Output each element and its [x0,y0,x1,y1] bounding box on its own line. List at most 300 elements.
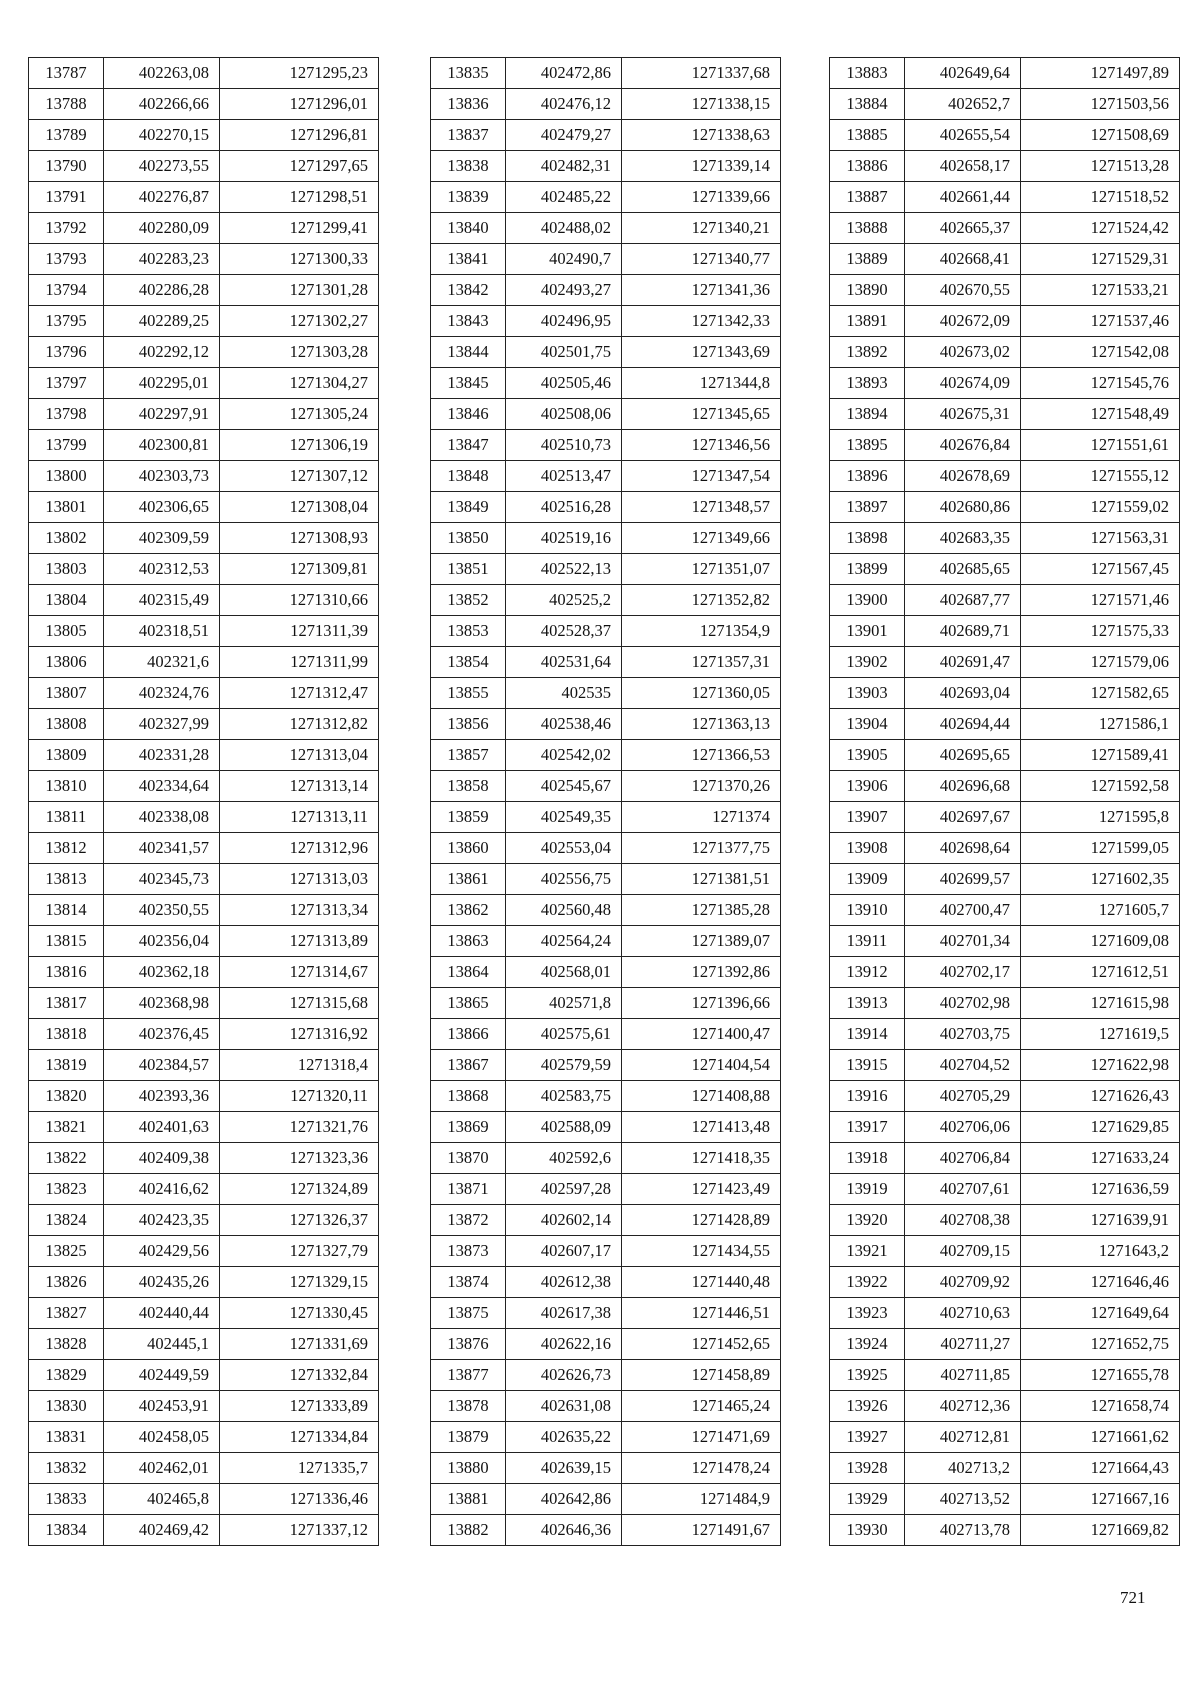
x-coordinate-cell: 402713,52 [905,1484,1021,1515]
y-coordinate-cell: 1271341,36 [622,275,781,306]
table-row [29,1143,379,1174]
x-coordinate-cell: 402482,31 [506,151,622,182]
point-number-cell: 13856 [431,709,506,740]
y-coordinate-cell: 1271559,02 [1021,492,1180,523]
table-row [830,120,1180,151]
x-coordinate-cell: 402635,22 [506,1422,622,1453]
table-row [29,492,379,523]
x-coordinate-cell: 402283,23 [104,244,220,275]
y-coordinate-cell: 1271338,15 [622,89,781,120]
table-row [431,1391,781,1422]
table-row [29,647,379,678]
x-coordinate-cell: 402579,59 [506,1050,622,1081]
y-coordinate-cell: 1271296,01 [220,89,379,120]
point-number-cell: 13923 [830,1298,905,1329]
table-row [830,213,1180,244]
y-coordinate-cell: 1271452,65 [622,1329,781,1360]
table-row [29,1205,379,1236]
y-coordinate-cell: 1271333,89 [220,1391,379,1422]
point-number-cell: 13878 [431,1391,506,1422]
x-coordinate-cell: 402564,24 [506,926,622,957]
x-coordinate-cell: 402709,92 [905,1267,1021,1298]
y-coordinate-cell: 1271298,51 [220,182,379,213]
point-number-cell: 13804 [29,585,104,616]
table-row [29,988,379,1019]
table-row [830,399,1180,430]
table-row [431,275,781,306]
point-number-cell: 13823 [29,1174,104,1205]
point-number-cell: 13911 [830,926,905,957]
y-coordinate-cell: 1271599,05 [1021,833,1180,864]
point-number-cell: 13792 [29,213,104,244]
point-number-cell: 13905 [830,740,905,771]
point-number-cell: 13820 [29,1081,104,1112]
point-number-cell: 13899 [830,554,905,585]
table-row [29,1484,379,1515]
y-coordinate-cell: 1271619,5 [1021,1019,1180,1050]
point-number-cell: 13908 [830,833,905,864]
point-number-cell: 13907 [830,802,905,833]
point-number-cell: 13800 [29,461,104,492]
table-row [830,740,1180,771]
y-coordinate-cell: 1271615,98 [1021,988,1180,1019]
point-number-cell: 13886 [830,151,905,182]
y-coordinate-cell: 1271602,35 [1021,864,1180,895]
table-row [431,89,781,120]
x-coordinate-cell: 402270,15 [104,120,220,151]
x-coordinate-cell: 402280,09 [104,213,220,244]
table-row [431,337,781,368]
y-coordinate-cell: 1271297,65 [220,151,379,182]
table-row [830,833,1180,864]
table-row [29,523,379,554]
table-row [431,1453,781,1484]
y-coordinate-cell: 1271374 [622,802,781,833]
x-coordinate-cell: 402665,37 [905,213,1021,244]
x-coordinate-cell: 402607,17 [506,1236,622,1267]
x-coordinate-cell: 402384,57 [104,1050,220,1081]
point-number-cell: 13833 [29,1484,104,1515]
y-coordinate-cell: 1271545,76 [1021,368,1180,399]
x-coordinate-cell: 402560,48 [506,895,622,926]
table-row [431,1143,781,1174]
y-coordinate-cell: 1271518,52 [1021,182,1180,213]
y-coordinate-cell: 1271300,33 [220,244,379,275]
x-coordinate-cell: 402571,8 [506,988,622,1019]
y-coordinate-cell: 1271326,37 [220,1205,379,1236]
x-coordinate-cell: 402318,51 [104,616,220,647]
point-number-cell: 13867 [431,1050,506,1081]
table-row [830,895,1180,926]
table-row [431,461,781,492]
table-row [29,1422,379,1453]
point-number-cell: 13895 [830,430,905,461]
table-row [830,1484,1180,1515]
table-row [431,864,781,895]
y-coordinate-cell: 1271563,31 [1021,523,1180,554]
x-coordinate-cell: 402568,01 [506,957,622,988]
y-coordinate-cell: 1271567,45 [1021,554,1180,585]
y-coordinate-cell: 1271629,85 [1021,1112,1180,1143]
point-number-cell: 13852 [431,585,506,616]
x-coordinate-cell: 402295,01 [104,368,220,399]
y-coordinate-cell: 1271334,84 [220,1422,379,1453]
point-number-cell: 13788 [29,89,104,120]
table-row [431,492,781,523]
table-row [830,647,1180,678]
y-coordinate-cell: 1271304,27 [220,368,379,399]
x-coordinate-cell: 402658,17 [905,151,1021,182]
table-row [431,709,781,740]
x-coordinate-cell: 402469,42 [104,1515,220,1546]
table-row [830,151,1180,182]
point-number-cell: 13892 [830,337,905,368]
y-coordinate-cell: 1271323,36 [220,1143,379,1174]
table-row [830,1360,1180,1391]
table-row [830,1112,1180,1143]
point-number-cell: 13812 [29,833,104,864]
x-coordinate-cell: 402702,17 [905,957,1021,988]
point-number-cell: 13862 [431,895,506,926]
point-number-cell: 13822 [29,1143,104,1174]
point-number-cell: 13797 [29,368,104,399]
y-coordinate-cell: 1271320,11 [220,1081,379,1112]
point-number-cell: 13902 [830,647,905,678]
y-coordinate-cell: 1271458,89 [622,1360,781,1391]
point-number-cell: 13859 [431,802,506,833]
x-coordinate-cell: 402538,46 [506,709,622,740]
table-row [830,1205,1180,1236]
x-coordinate-cell: 402479,27 [506,120,622,151]
x-coordinate-cell: 402525,2 [506,585,622,616]
point-number-cell: 13887 [830,182,905,213]
x-coordinate-cell: 402597,28 [506,1174,622,1205]
y-coordinate-cell: 1271311,99 [220,647,379,678]
point-number-cell: 13918 [830,1143,905,1174]
point-number-cell: 13879 [431,1422,506,1453]
y-coordinate-cell: 1271400,47 [622,1019,781,1050]
table-row [830,1143,1180,1174]
y-coordinate-cell: 1271330,45 [220,1298,379,1329]
x-coordinate-cell: 402668,41 [905,244,1021,275]
table-row [431,895,781,926]
y-coordinate-cell: 1271318,4 [220,1050,379,1081]
table-row [29,554,379,585]
table-row [431,957,781,988]
point-number-cell: 13914 [830,1019,905,1050]
y-coordinate-cell: 1271446,51 [622,1298,781,1329]
table-row [431,430,781,461]
point-number-cell: 13920 [830,1205,905,1236]
x-coordinate-cell: 402697,67 [905,802,1021,833]
point-number-cell: 13868 [431,1081,506,1112]
y-coordinate-cell: 1271351,07 [622,554,781,585]
x-coordinate-cell: 402462,01 [104,1453,220,1484]
y-coordinate-cell: 1271296,81 [220,120,379,151]
point-number-cell: 13830 [29,1391,104,1422]
y-coordinate-cell: 1271344,8 [622,368,781,399]
point-number-cell: 13870 [431,1143,506,1174]
x-coordinate-cell: 402556,75 [506,864,622,895]
x-coordinate-cell: 402710,63 [905,1298,1021,1329]
y-coordinate-cell: 1271302,27 [220,306,379,337]
point-number-cell: 13789 [29,120,104,151]
y-coordinate-cell: 1271508,69 [1021,120,1180,151]
x-coordinate-cell: 402519,16 [506,523,622,554]
table-row [29,1081,379,1112]
point-number-cell: 13845 [431,368,506,399]
point-number-cell: 13848 [431,461,506,492]
y-coordinate-cell: 1271343,69 [622,337,781,368]
y-coordinate-cell: 1271434,55 [622,1236,781,1267]
point-number-cell: 13927 [830,1422,905,1453]
x-coordinate-cell: 402706,06 [905,1112,1021,1143]
point-number-cell: 13815 [29,926,104,957]
point-number-cell: 13838 [431,151,506,182]
point-number-cell: 13917 [830,1112,905,1143]
y-coordinate-cell: 1271346,56 [622,430,781,461]
x-coordinate-cell: 402292,12 [104,337,220,368]
point-number-cell: 13881 [431,1484,506,1515]
point-number-cell: 13827 [29,1298,104,1329]
table-row [29,368,379,399]
point-number-cell: 13857 [431,740,506,771]
y-coordinate-cell: 1271340,21 [622,213,781,244]
y-coordinate-cell: 1271513,28 [1021,151,1180,182]
table-row [29,957,379,988]
x-coordinate-cell: 402321,6 [104,647,220,678]
x-coordinate-cell: 402553,04 [506,833,622,864]
x-coordinate-cell: 402485,22 [506,182,622,213]
table-row [830,1453,1180,1484]
point-number-cell: 13802 [29,523,104,554]
table-row [29,244,379,275]
table-row [431,1484,781,1515]
point-number-cell: 13880 [431,1453,506,1484]
x-coordinate-cell: 402575,61 [506,1019,622,1050]
x-coordinate-cell: 402646,36 [506,1515,622,1546]
y-coordinate-cell: 1271313,03 [220,864,379,895]
point-number-cell: 13909 [830,864,905,895]
y-coordinate-cell: 1271658,74 [1021,1391,1180,1422]
y-coordinate-cell: 1271321,76 [220,1112,379,1143]
y-coordinate-cell: 1271342,33 [622,306,781,337]
table-row [431,926,781,957]
table-row [830,492,1180,523]
x-coordinate-cell: 402528,37 [506,616,622,647]
point-number-cell: 13816 [29,957,104,988]
table-row [830,275,1180,306]
x-coordinate-cell: 402368,98 [104,988,220,1019]
table-row [29,89,379,120]
table-row [29,616,379,647]
y-coordinate-cell: 1271636,59 [1021,1174,1180,1205]
point-number-cell: 13896 [830,461,905,492]
table-row [29,709,379,740]
y-coordinate-cell: 1271626,43 [1021,1081,1180,1112]
point-number-cell: 13906 [830,771,905,802]
point-number-cell: 13912 [830,957,905,988]
table-row [431,740,781,771]
table-row [29,461,379,492]
y-coordinate-cell: 1271336,46 [220,1484,379,1515]
x-coordinate-cell: 402545,67 [506,771,622,802]
table-row [431,771,781,802]
point-number-cell: 13915 [830,1050,905,1081]
table-row [830,988,1180,1019]
x-coordinate-cell: 402689,71 [905,616,1021,647]
x-coordinate-cell: 402691,47 [905,647,1021,678]
table-row [830,1422,1180,1453]
table-row [431,1019,781,1050]
y-coordinate-cell: 1271491,67 [622,1515,781,1546]
x-coordinate-cell: 402588,09 [506,1112,622,1143]
x-coordinate-cell: 402702,98 [905,988,1021,1019]
point-number-cell: 13835 [431,58,506,89]
x-coordinate-cell: 402488,02 [506,213,622,244]
table-row [830,616,1180,647]
y-coordinate-cell: 1271303,28 [220,337,379,368]
y-coordinate-cell: 1271313,11 [220,802,379,833]
x-coordinate-cell: 402673,02 [905,337,1021,368]
table-row [29,802,379,833]
point-number-cell: 13799 [29,430,104,461]
x-coordinate-cell: 402309,59 [104,523,220,554]
x-coordinate-cell: 402334,64 [104,771,220,802]
point-number-cell: 13846 [431,399,506,430]
y-coordinate-cell: 1271555,12 [1021,461,1180,492]
table-row [29,926,379,957]
y-coordinate-cell: 1271315,68 [220,988,379,1019]
point-number-cell: 13834 [29,1515,104,1546]
table-row [29,678,379,709]
x-coordinate-cell: 402490,7 [506,244,622,275]
table-row [431,244,781,275]
y-coordinate-cell: 1271392,86 [622,957,781,988]
y-coordinate-cell: 1271639,91 [1021,1205,1180,1236]
y-coordinate-cell: 1271571,46 [1021,585,1180,616]
point-number-cell: 13913 [830,988,905,1019]
table-row [29,1391,379,1422]
point-number-cell: 13929 [830,1484,905,1515]
point-number-cell: 13901 [830,616,905,647]
point-number-cell: 13853 [431,616,506,647]
y-coordinate-cell: 1271413,48 [622,1112,781,1143]
point-number-cell: 13858 [431,771,506,802]
x-coordinate-cell: 402612,38 [506,1267,622,1298]
x-coordinate-cell: 402698,64 [905,833,1021,864]
point-number-cell: 13844 [431,337,506,368]
table-row [431,1112,781,1143]
y-coordinate-cell: 1271484,9 [622,1484,781,1515]
y-coordinate-cell: 1271551,61 [1021,430,1180,461]
x-coordinate-cell: 402493,27 [506,275,622,306]
table-row [431,647,781,678]
x-coordinate-cell: 402341,57 [104,833,220,864]
y-coordinate-cell: 1271332,84 [220,1360,379,1391]
table-row [830,306,1180,337]
table-row [431,213,781,244]
point-number-cell: 13924 [830,1329,905,1360]
coordinate-table-2 [430,57,781,1546]
point-number-cell: 13900 [830,585,905,616]
table-row [431,1236,781,1267]
table-row [830,864,1180,895]
y-coordinate-cell: 1271295,23 [220,58,379,89]
point-number-cell: 13821 [29,1112,104,1143]
x-coordinate-cell: 402276,87 [104,182,220,213]
point-number-cell: 13798 [29,399,104,430]
x-coordinate-cell: 402639,15 [506,1453,622,1484]
y-coordinate-cell: 1271655,78 [1021,1360,1180,1391]
y-coordinate-cell: 1271667,16 [1021,1484,1180,1515]
table-row [29,182,379,213]
x-coordinate-cell: 402350,55 [104,895,220,926]
point-number-cell: 13885 [830,120,905,151]
y-coordinate-cell: 1271310,66 [220,585,379,616]
y-coordinate-cell: 1271595,8 [1021,802,1180,833]
table-row [29,833,379,864]
table-row [29,1515,379,1546]
point-number-cell: 13864 [431,957,506,988]
point-number-cell: 13903 [830,678,905,709]
table-row [29,1236,379,1267]
y-coordinate-cell: 1271337,68 [622,58,781,89]
point-number-cell: 13805 [29,616,104,647]
point-number-cell: 13787 [29,58,104,89]
y-coordinate-cell: 1271340,77 [622,244,781,275]
x-coordinate-cell: 402401,63 [104,1112,220,1143]
x-coordinate-cell: 402617,38 [506,1298,622,1329]
table-row [431,616,781,647]
point-number-cell: 13883 [830,58,905,89]
x-coordinate-cell: 402273,55 [104,151,220,182]
x-coordinate-cell: 402423,35 [104,1205,220,1236]
x-coordinate-cell: 402429,56 [104,1236,220,1267]
y-coordinate-cell: 1271503,56 [1021,89,1180,120]
table-row [830,1019,1180,1050]
y-coordinate-cell: 1271324,89 [220,1174,379,1205]
coordinate-table-3 [829,57,1180,1546]
y-coordinate-cell: 1271316,92 [220,1019,379,1050]
table-row [830,1298,1180,1329]
point-number-cell: 13826 [29,1267,104,1298]
point-number-cell: 13890 [830,275,905,306]
table-row [29,1298,379,1329]
y-coordinate-cell: 1271337,12 [220,1515,379,1546]
table-row [830,461,1180,492]
point-number-cell: 13808 [29,709,104,740]
table-row [431,1205,781,1236]
point-number-cell: 13791 [29,182,104,213]
y-coordinate-cell: 1271643,2 [1021,1236,1180,1267]
table-row [29,585,379,616]
x-coordinate-cell: 402535 [506,678,622,709]
point-number-cell: 13876 [431,1329,506,1360]
y-coordinate-cell: 1271363,13 [622,709,781,740]
x-coordinate-cell: 402476,12 [506,89,622,120]
point-number-cell: 13795 [29,306,104,337]
table-row [830,337,1180,368]
y-coordinate-cell: 1271348,57 [622,492,781,523]
point-number-cell: 13855 [431,678,506,709]
x-coordinate-cell: 402712,81 [905,1422,1021,1453]
y-coordinate-cell: 1271339,66 [622,182,781,213]
x-coordinate-cell: 402694,44 [905,709,1021,740]
x-coordinate-cell: 402642,86 [506,1484,622,1515]
x-coordinate-cell: 402701,34 [905,926,1021,957]
point-number-cell: 13819 [29,1050,104,1081]
